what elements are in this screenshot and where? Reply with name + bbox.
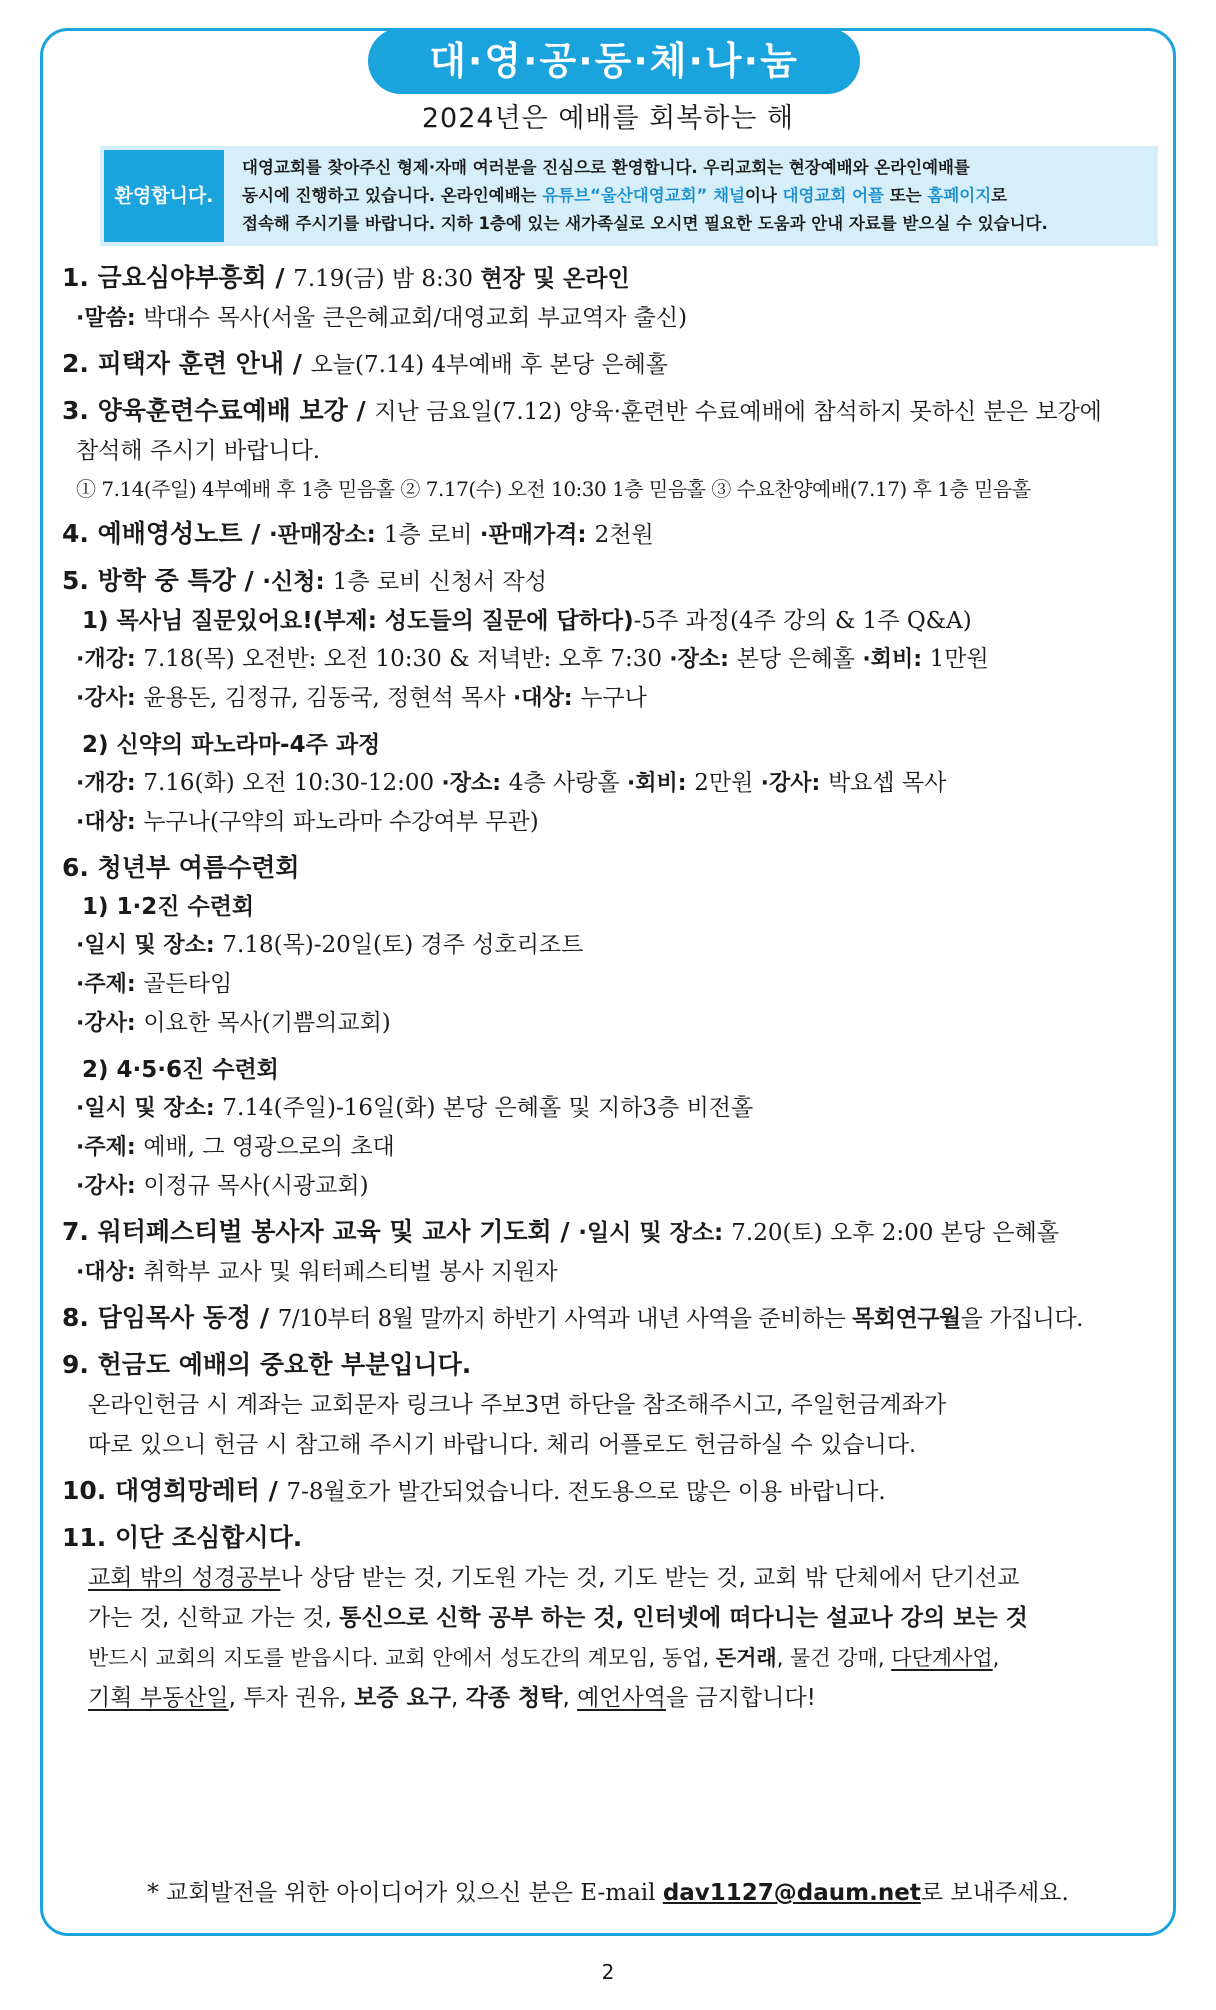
label: ·일시 및 장소: xyxy=(578,1220,732,1246)
welcome-text-span: 로 xyxy=(991,186,1008,205)
item-line xyxy=(62,1089,1172,1128)
underlined-text: 기획 부동산일 xyxy=(88,1685,229,1711)
label: ·주제: xyxy=(76,1135,144,1160)
announcement-3 xyxy=(62,391,1172,508)
item-heading: 11. 이단 조심합시다. xyxy=(62,1523,303,1552)
item-line xyxy=(62,803,1172,842)
heading-text: 8. 담임목사 동정 / xyxy=(62,1303,278,1332)
value: 윤용돈, 김정규, 김동국, 정현석 목사 xyxy=(143,685,513,711)
item-line xyxy=(62,764,1172,803)
youtube-link[interactable]: 유튜브“울산대영교회” 채널 xyxy=(542,186,745,205)
text: 반드시 교회의 지도를 받읍시다. 교회 안에서 성도간의 계모임, 동업, xyxy=(88,1646,716,1670)
footer-text: * 교회발전을 위한 아이디어가 있으신 분은 E-mail xyxy=(147,1880,663,1906)
page-title: 대·영·공·동·체·나·눔 xyxy=(368,28,860,94)
welcome-line: 대영교회를 찾아주신 형제·자매 여러분을 진심으로 환영합니다. 우리교회는 현장예배와 온라인예배를 xyxy=(242,158,970,177)
item-line xyxy=(62,1253,1172,1292)
value: 박요셉 목사 xyxy=(827,770,947,796)
welcome-text-span: 동시에 진행하고 있습니다. 온라인예배는 xyxy=(242,186,543,205)
item-heading xyxy=(62,1471,1172,1512)
value: 7.20(토) 오후 2:00 본당 은혜홀 xyxy=(731,1220,1060,1246)
item-heading xyxy=(62,1212,1172,1253)
text: 나 상담 받는 것, 기도원 가는 것, 기도 받는 것, 교회 밖 단체에서 단기선교 xyxy=(280,1565,1020,1591)
value: 누구나(구약의 파노라마 수강여부 무관) xyxy=(143,809,539,835)
label: ·강사: xyxy=(760,771,828,796)
value: 1층 로비 xyxy=(383,522,480,548)
sub-heading-text: 1) 목사님 질문있어요!(부제: 성도들의 질문에 답하다) xyxy=(82,608,634,634)
item-paragraph xyxy=(62,1598,1172,1638)
page-number: 2 xyxy=(601,1960,615,1984)
item-line xyxy=(62,1167,1172,1206)
value: 7.14(주일)-16일(화) 본당 은혜홀 및 지하3층 비전홀 xyxy=(222,1095,754,1121)
heading-detail: 오늘(7.14) 4부예배 후 본당 은혜홀 xyxy=(310,352,669,378)
label: ·대상: xyxy=(76,1260,144,1285)
item-line xyxy=(62,965,1172,1004)
value: 2천원 xyxy=(594,522,654,548)
detail-bold: 현장 및 온라인 xyxy=(480,266,630,292)
heading-text: 2. 피택자 훈련 안내 / xyxy=(62,349,311,378)
value: 2만원 xyxy=(694,770,761,796)
footer-text: 로 보내주세요. xyxy=(920,1880,1069,1906)
bold-text: 통신으로 신학 공부 하는 것, 인터넷에 떠다니는 설교나 강의 보는 것 xyxy=(339,1605,1028,1631)
welcome-tag: 환영합니다. xyxy=(104,150,224,242)
item-line xyxy=(62,1004,1172,1043)
item-line xyxy=(62,1128,1172,1167)
heading-text: 4. 예배영성노트 / xyxy=(62,519,270,548)
label: ·주제: xyxy=(76,972,144,997)
sub-heading-text: 2) 신약의 파노라마-4주 과정 xyxy=(82,732,381,758)
label: ·회비: xyxy=(862,647,930,672)
label: ·일시 및 장소: xyxy=(76,933,223,958)
item-paragraph xyxy=(62,1678,1172,1718)
label: ·강사: xyxy=(76,686,144,711)
announcement-11 xyxy=(62,1518,1172,1718)
bold-text: 보증 요구 xyxy=(354,1685,451,1711)
item-heading xyxy=(62,391,1172,432)
label: ·개강: xyxy=(76,771,144,796)
detail-text: 7.19(금) 밤 8:30 xyxy=(293,266,481,292)
heading-text: 1. 금요심야부흥회 / xyxy=(62,263,294,292)
welcome-line xyxy=(242,182,1152,210)
detail-text: 7/10부터 8월 말까지 하반기 사역과 내년 사역을 준비하는 xyxy=(277,1306,853,1332)
value: 1만원 xyxy=(929,646,989,672)
item-heading: 9. 헌금도 예배의 중요한 부분입니다. xyxy=(62,1350,472,1379)
announcement-2 xyxy=(62,344,1172,385)
label: ·판매가격: xyxy=(479,522,595,548)
item-heading xyxy=(62,514,1172,555)
heading-detail xyxy=(278,1306,1083,1332)
sub-heading: 2) 4·5·6진 수련회 xyxy=(82,1057,279,1083)
label: ·장소: xyxy=(441,771,509,796)
heading-text: 7. 워터페스티벌 봉사자 교육 및 교사 기도회 / xyxy=(62,1217,579,1246)
homepage-link[interactable]: 홈페이지 xyxy=(927,186,992,205)
label: ·대상: xyxy=(512,686,581,711)
announcement-6 xyxy=(62,848,1172,1206)
detail-bold: 목회연구월 xyxy=(852,1306,961,1332)
announcement-9 xyxy=(62,1345,1172,1465)
value: 이요한 목사(기쁨의교회) xyxy=(143,1010,391,1036)
item-line xyxy=(62,640,1172,679)
heading-detail xyxy=(293,266,630,292)
item-line xyxy=(62,679,1172,718)
value: 7.18(목)-20일(토) 경주 성호리조트 xyxy=(222,932,584,958)
item-heading xyxy=(62,1298,1172,1339)
value: 이정규 목사(시광교회) xyxy=(143,1173,369,1199)
text: , xyxy=(992,1646,1000,1670)
item-line: ① 7.14(주일) 4부예배 후 1층 믿음홀 ② 7.17(수) 오전 10:30 1층 믿음홀 ③ 수요찬양예배(7.17) 후 1층 믿음홀 xyxy=(76,477,1031,501)
item-paragraph: 온라인헌금 시 계좌는 교회문자 링크나 주보3면 하단을 참조해주시고, 주일헌금계좌가 xyxy=(88,1392,947,1418)
underlined-text: 예언사역 xyxy=(577,1685,666,1711)
heading-text: 10. 대영희망레터 / xyxy=(62,1476,287,1505)
item-line: 참석해 주시기 바랍니다. xyxy=(76,438,321,464)
label: ·판매장소: xyxy=(269,522,384,548)
label: ·강사: xyxy=(76,1174,144,1199)
value: 박대수 목사(서울 큰은혜교회/대영교회 부교역자 출신) xyxy=(143,305,688,331)
heading-detail xyxy=(262,569,547,595)
announcements xyxy=(62,258,1172,1724)
item-paragraph xyxy=(62,1638,1172,1678)
text: , 투자 권유, xyxy=(228,1685,355,1711)
item-paragraph: 따로 있으니 헌금 시 참고해 주시기 바랍니다. 체리 어플로도 헌금하실 수 있습니다. xyxy=(88,1432,917,1458)
text: , 물건 강매, xyxy=(776,1646,892,1670)
text: , xyxy=(562,1685,578,1711)
email-link[interactable]: dav1127@daum.net xyxy=(662,1880,921,1906)
item-line xyxy=(62,299,1172,338)
announcement-10 xyxy=(62,1471,1172,1512)
sub-heading xyxy=(62,602,1172,640)
value: 1층 로비 신청서 작성 xyxy=(332,569,547,595)
item-heading xyxy=(62,561,1172,602)
label: ·회비: xyxy=(626,771,695,796)
value: 예배, 그 영광으로의 초대 xyxy=(143,1134,395,1160)
welcome-line: 접속해 주시기를 바랍니다. 지하 1층에 있는 새가족실로 오시면 필요한 도움과 안내 자료를 받으실 수 있습니다. xyxy=(242,214,1048,233)
value: 취학부 교사 및 워터페스티벌 봉사 지원자 xyxy=(143,1259,558,1285)
value: 7.16(화) 오전 10:30-12:00 xyxy=(143,770,442,796)
value: 4층 사랑홀 xyxy=(508,770,627,796)
bold-text: 각종 청탁 xyxy=(465,1685,563,1711)
welcome-text-span: 또는 xyxy=(884,186,928,205)
heading-detail: 7-8월호가 발간되었습니다. 전도용으로 많은 이용 바랍니다. xyxy=(286,1479,886,1505)
page-subtitle: 2024년은 예배를 회복하는 해 xyxy=(421,103,795,134)
label: ·개강: xyxy=(76,647,144,672)
text: 을 금지합니다! xyxy=(665,1685,816,1711)
announcement-5 xyxy=(62,561,1172,842)
text: 가는 것, 신학교 가는 것, xyxy=(88,1605,340,1631)
heading-detail xyxy=(269,522,654,548)
label: ·대상: xyxy=(76,810,144,835)
welcome-box xyxy=(100,146,1158,246)
bold-text: 돈거래 xyxy=(715,1646,777,1670)
label: ·신청: xyxy=(262,569,333,595)
label: ·말씀: xyxy=(76,306,144,331)
label: ·일시 및 장소: xyxy=(76,1096,223,1121)
heading-text: 5. 방학 중 특강 / xyxy=(62,566,263,595)
underlined-text: 다단계사업 xyxy=(891,1646,993,1670)
announcement-8 xyxy=(62,1298,1172,1339)
item-heading xyxy=(62,344,1172,385)
underlined-text: 교회 밖의 성경공부 xyxy=(88,1565,281,1591)
sub-heading-detail: -5주 과정(4주 강의 & 1주 Q&A) xyxy=(633,608,972,634)
welcome-text xyxy=(242,154,1152,238)
heading-detail xyxy=(578,1220,1059,1246)
item-line xyxy=(62,926,1172,965)
value: 골든타임 xyxy=(143,971,233,997)
sub-heading: 1) 1·2진 수련회 xyxy=(82,894,255,920)
item-heading xyxy=(62,258,1172,299)
label: ·장소: xyxy=(669,647,737,672)
sub-heading xyxy=(62,726,1172,764)
announcement-7 xyxy=(62,1212,1172,1292)
value: 본당 은혜홀 xyxy=(736,646,863,672)
heading-text: 3. 양육훈련수료예배 보강 / xyxy=(62,396,375,425)
value: 7.18(목) 오전반: 오전 10:30 & 저녁반: 오후 7:30 xyxy=(143,646,670,672)
value: 누구나 xyxy=(580,685,647,711)
text: , xyxy=(450,1685,466,1711)
announcement-1 xyxy=(62,258,1172,338)
heading-detail: 지난 금요일(7.12) 양육·훈련반 수료예배에 참석하지 못하신 분은 보강에 xyxy=(374,399,1102,425)
detail-text: 을 가집니다. xyxy=(960,1306,1083,1332)
item-paragraph xyxy=(62,1558,1172,1598)
app-link[interactable]: 대영교회 어플 xyxy=(782,186,884,205)
announcement-4 xyxy=(62,514,1172,555)
welcome-text-span: 이나 xyxy=(744,186,783,205)
label: ·강사: xyxy=(76,1011,144,1036)
item-heading: 6. 청년부 여름수련회 xyxy=(62,853,300,882)
footer-note xyxy=(0,1874,1216,1907)
